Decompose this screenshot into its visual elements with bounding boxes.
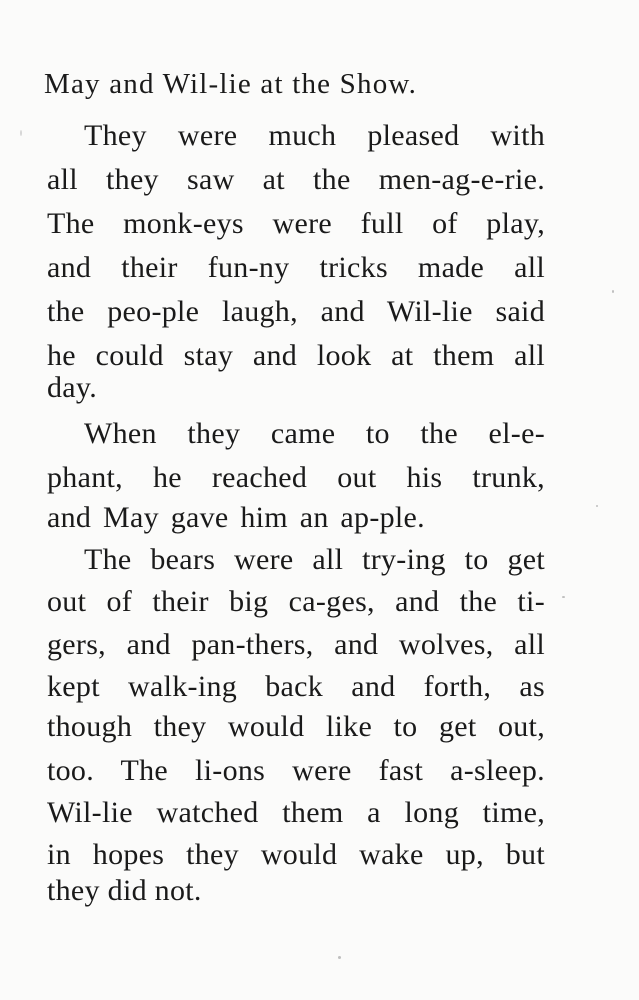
text-line: though they would like to get out,: [47, 710, 545, 743]
text-line: he could stay and look at them all: [47, 339, 545, 372]
paper-speck: [612, 290, 614, 293]
paper-speck: [20, 130, 22, 136]
text-line: they did not.: [47, 874, 202, 907]
paper-speck: [338, 956, 341, 959]
text-line: out of their big ca-ges, and the ti-: [47, 585, 545, 618]
text-line: The bears were all try-ing to get: [84, 543, 545, 576]
text-line: kept walk-ing back and forth, as: [47, 670, 545, 703]
text-line: gers, and pan-thers, and wolves, all: [47, 628, 545, 661]
page-title: May and Wil-lie at the Show.: [44, 68, 418, 100]
paper-speck: [562, 596, 565, 598]
text-line: in hopes they would wake up, but: [47, 838, 545, 871]
text-line: and May gave him an ap-ple.: [47, 501, 425, 534]
text-line: the peo-ple laugh, and Wil-lie said: [47, 295, 545, 328]
text-line: Wil-lie watched them a long time,: [47, 796, 545, 829]
text-line: When they came to the el-e-: [84, 417, 545, 450]
text-line: too. The li-ons were fast a-sleep.: [47, 754, 545, 787]
text-line: The monk-eys were full of play,: [47, 207, 545, 240]
text-line: day.: [47, 371, 98, 404]
text-line: They were much pleased with: [84, 119, 545, 152]
text-line: and their fun-ny tricks made all: [47, 251, 545, 284]
text-line: all they saw at the men-ag-e-rie.: [47, 163, 545, 196]
paper-speck: [596, 505, 598, 507]
text-line: phant, he reached out his trunk,: [47, 461, 545, 494]
